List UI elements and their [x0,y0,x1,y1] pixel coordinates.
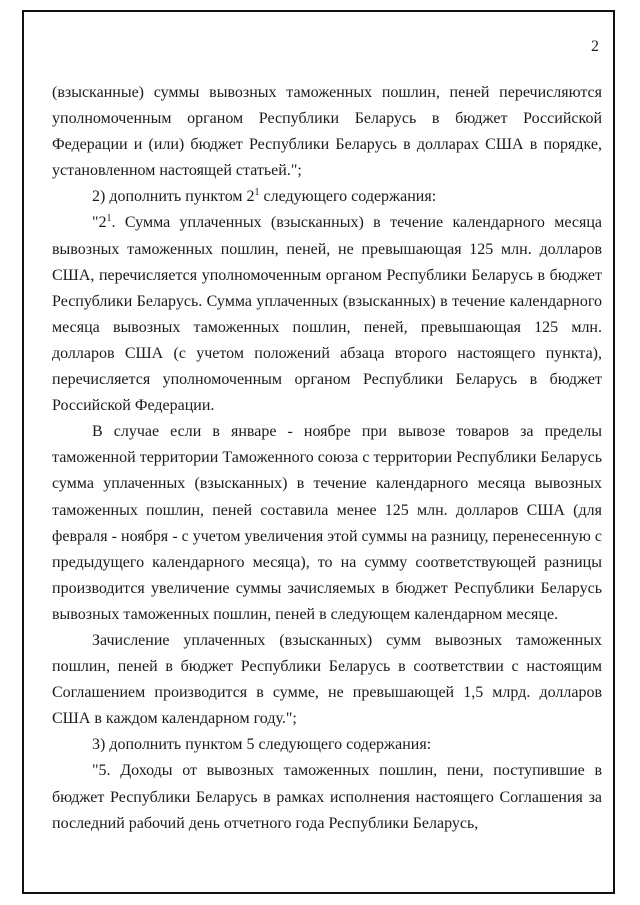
paragraph-clause-5: "5. Доходы от вывозных таможенных пошлин, пени, поступившие в бюджет Республики Беларусь в рамках исполнения настоящего Соглашения за последний рабочий день отчетного года Республики Беларусь, [52,762,602,832]
paragraph-text: . Сумма уплаченных (взысканных) в течение календарного месяца вывозных таможенных пошлин, пеней, не превышающая 125 млн. долларов США, перечисляется уполномоченным органом Республики Беларусь в бюджет Республики Беларусь. Сумма уплаченных (взысканных) в течение календарного месяца вывозных таможенных пошлин, пеней, превышающая 125 млн. долларов США (с учетом положений абзаца второго настоящего пункта), перечисляется уполномоченным органом Республики Беларусь в бюджет Российской Федерации. [52,214,602,415]
superscript: 1 [106,213,112,225]
paragraph-text: 2) дополнить пунктом 2 [92,188,255,206]
document-body [52,80,602,837]
paragraph-text: "2 [92,214,107,232]
page-frame [22,10,615,894]
page-number: 2 [591,38,599,55]
paragraph-continuation: (взысканные) суммы вывозных таможенных пошлин, пеней перечисляются уполномоченным органом Республики Беларусь в бюджет Российской Федерации и (или) бюджет Республики Беларусь в долларах США в порядке, установленном настоящей статьей."; [52,84,602,180]
paragraph-item-3: 3) дополнить пунктом 5 следующего содержания: [92,736,432,754]
paragraph-text: следующего содержания: [259,188,437,206]
paragraph-crediting: Зачисление уплаченных (взысканных) сумм вывозных таможенных пошлин, пеней в бюджет Республики Беларусь в соответствии с настоящим Соглашением производится в сумме, не превышающей 1,5 млрд. долларов США в каждом календарном году."; [52,631,602,728]
superscript: 1 [254,187,260,199]
paragraph-january-november: В случае если в январе - ноябре при вывозе товаров за пределы таможенной территории Таможенного союза с территории Республики Беларусь сумма уплаченных (взысканных) в течение календарного месяца вывозных таможенных пошлин, пеней составила менее 125 млн. долларов США (для февраля - ноября - с учетом увеличения этой суммы на разницу, перенесенную с предыдущего календарного месяца), то на сумму соответствующей разницы производится увеличение суммы зачисляемых в бюджет Республики Беларусь вывозных таможенных пошлин, пеней в следующем календарном месяце. [52,423,602,623]
paragraph-item-2 [52,184,602,210]
paragraph-clause-2-1 [52,210,602,419]
